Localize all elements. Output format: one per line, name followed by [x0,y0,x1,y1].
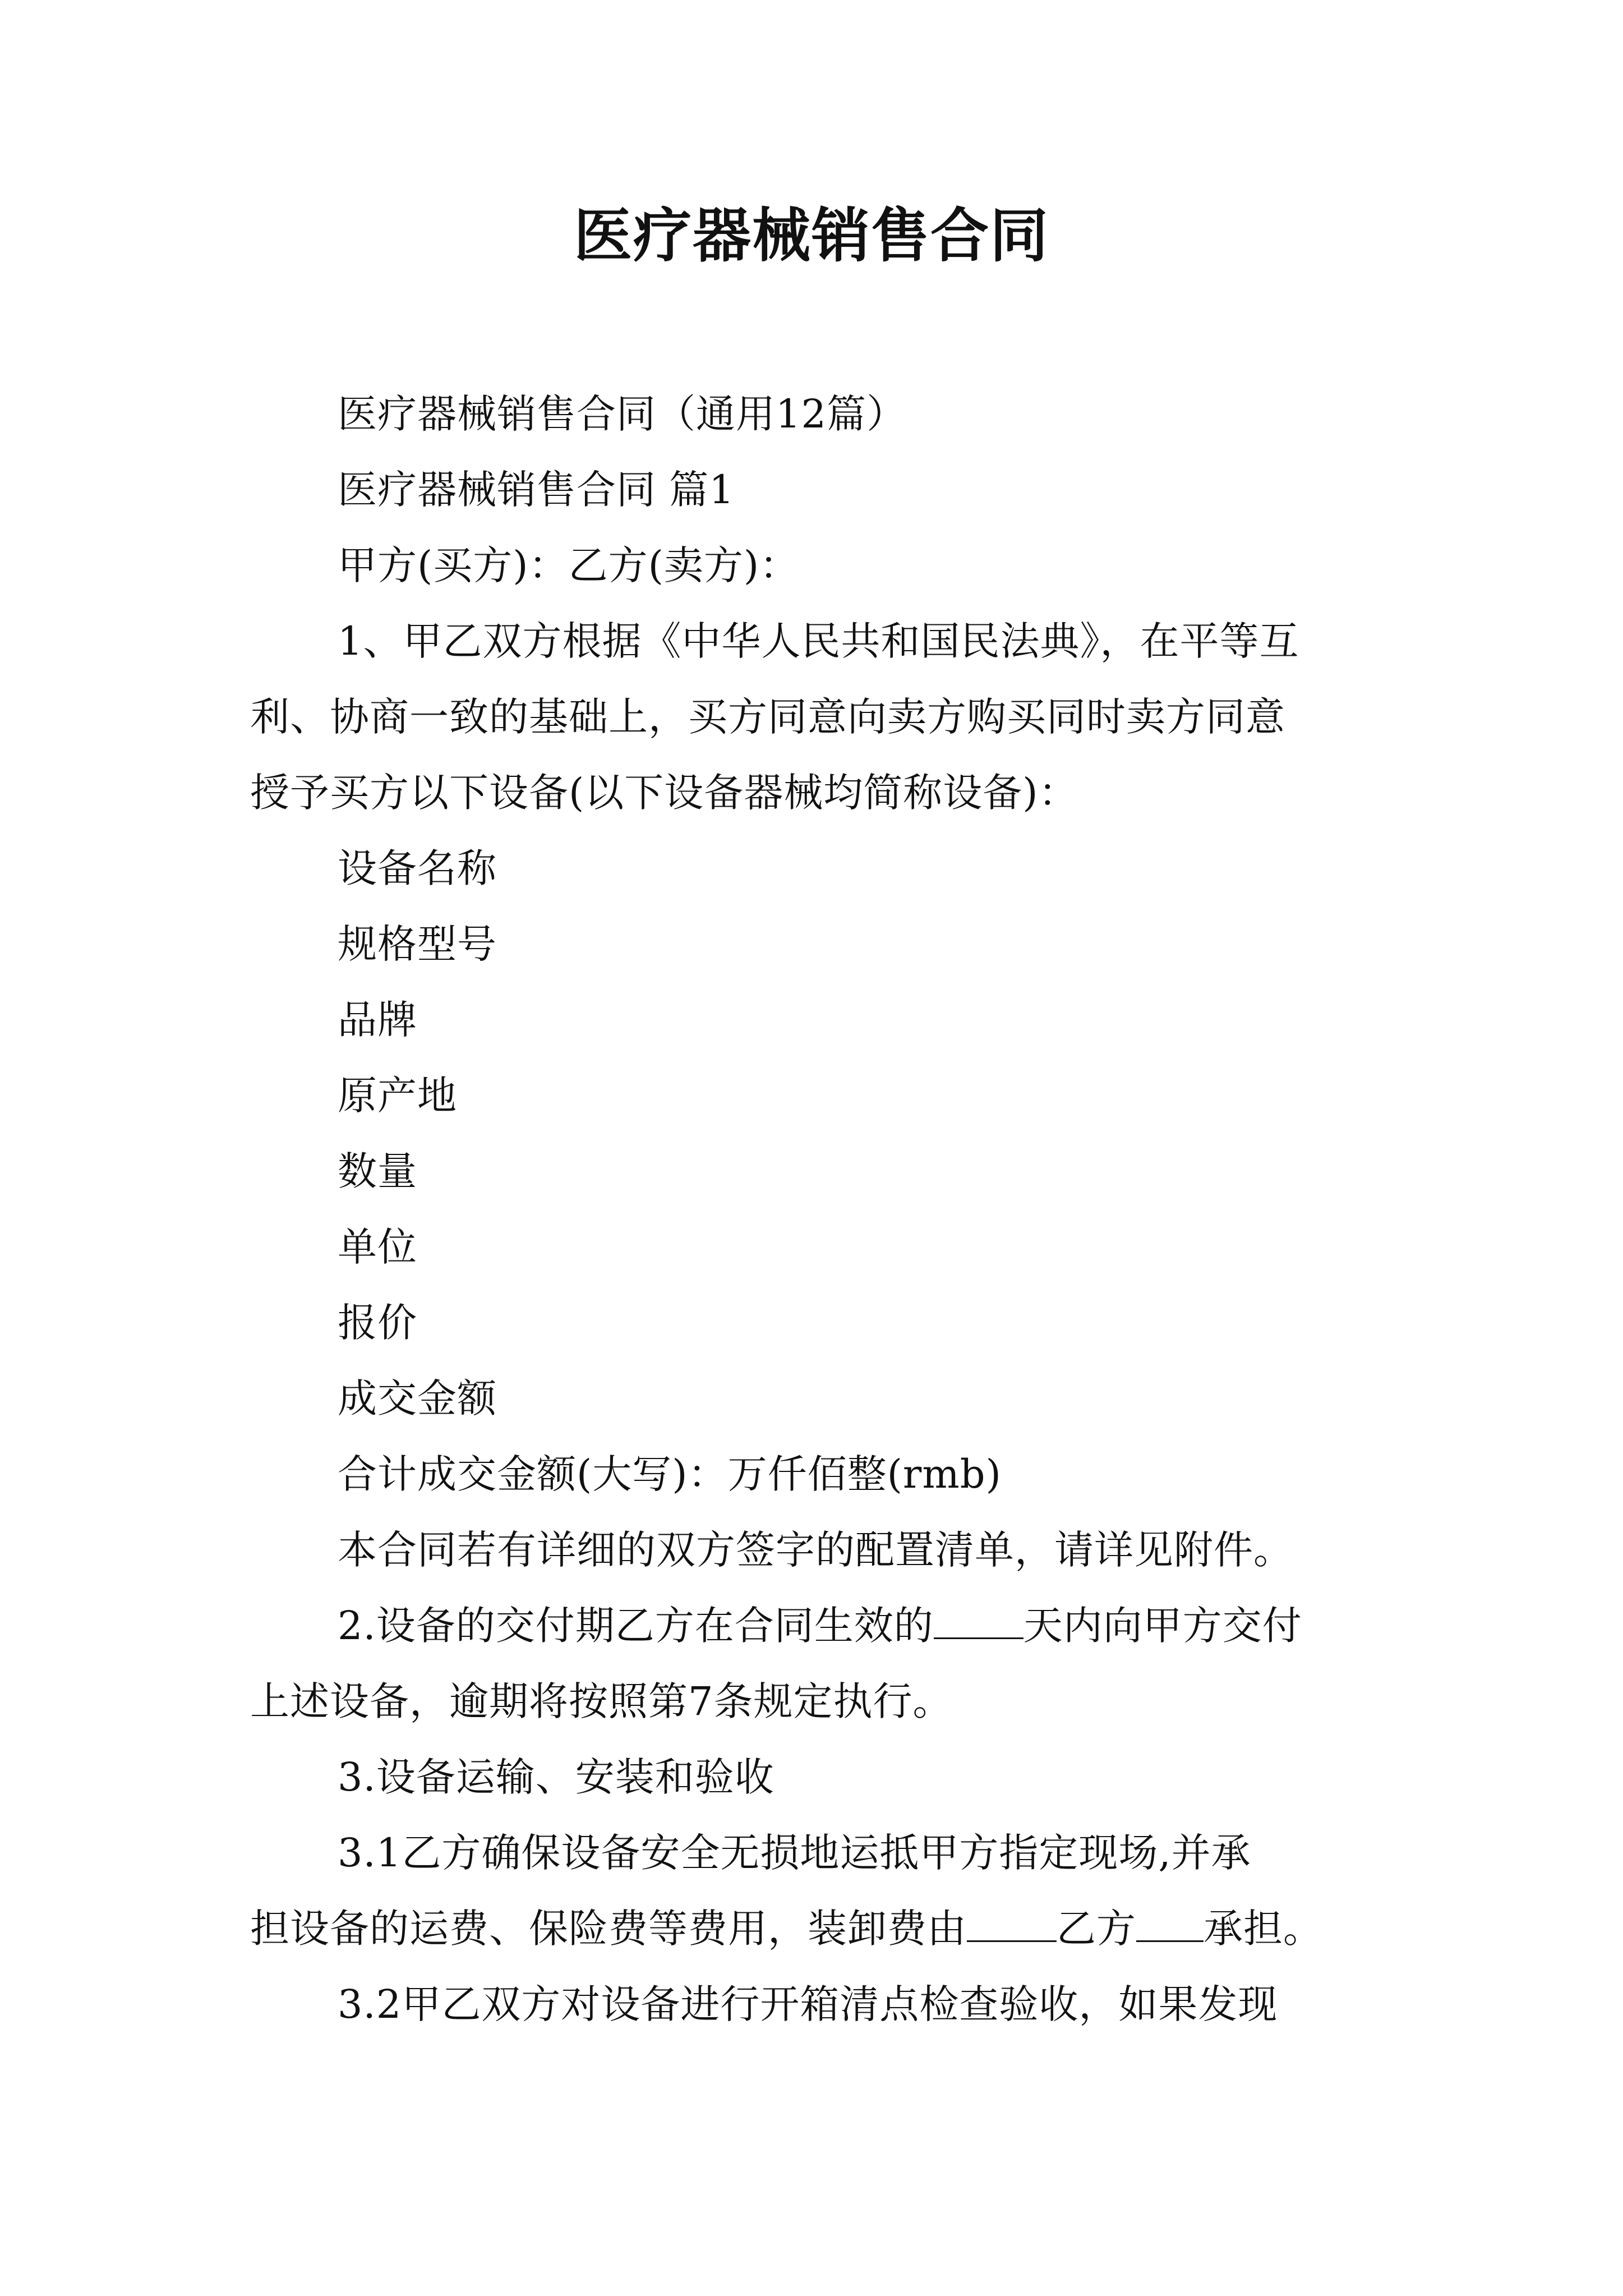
clause-2-text-a: 2.设备的交付期乙方在合同生效的 [338,1603,934,1649]
clause-2-line-2: 上述设备，逾期将按照第7条规定执行。 [250,1678,953,1724]
document-subtitle: 医疗器械销售合同（通用12篇） [338,391,907,437]
clause-1-line-3: 授予买方以下设备(以下设备器械均简称设备)： [250,770,1078,816]
list-item-model: 规格型号 [338,921,497,967]
clause-3-heading: 3.设备运输、安装和验收 [338,1754,774,1800]
clause-3-1-line-2 [250,1902,1323,1955]
list-item-equipment-name: 设备名称 [338,845,497,891]
clause-1-line-2: 利、协商一致的基础上，买方同意向卖方购买同时卖方同意 [250,694,1285,740]
fill-blank-days[interactable] [934,1604,1023,1639]
clause-3-2-line-1: 3.2甲乙双方对设备进行开箱清点检查验收，如果发现 [338,1981,1278,2027]
clause-3-1-text-a: 担设备的运费、保险费等费用，装卸费由 [250,1906,967,1952]
document-title: 医疗器械销售合同 [573,201,1049,270]
clause-1-line-1: 1、甲乙双方根据《中华人民共和国民法典》，在平等互 [338,618,1299,664]
section-heading: 医疗器械销售合同 篇1 [338,467,735,513]
list-item-brand: 品牌 [338,997,417,1043]
clause-2-line-1 [338,1599,1302,1653]
total-amount-line: 合计成交金额(大写)：万仟佰整(rmb) [338,1451,1002,1497]
clause-3-1-party: 乙方 [1057,1906,1136,1952]
fill-blank-after[interactable] [1136,1907,1204,1942]
clause-3-1-text-b: 承担。 [1204,1906,1323,1952]
list-item-unit: 单位 [338,1224,417,1270]
list-item-origin: 原产地 [338,1073,457,1119]
attachment-note: 本合同若有详细的双方签字的配置清单，请详见附件。 [338,1527,1293,1573]
parties-line: 甲方(买方)：乙方(卖方)： [338,542,800,588]
list-item-deal-amount: 成交金额 [338,1375,497,1421]
list-item-quote: 报价 [338,1300,417,1346]
clause-2-text-b: 天内向甲方交付 [1023,1603,1302,1649]
fill-blank-before[interactable] [967,1907,1057,1942]
clause-3-1-line-1: 3.1乙方确保设备安全无损地运抵甲方指定现场,并承 [338,1830,1251,1876]
list-item-quantity: 数量 [338,1148,417,1194]
